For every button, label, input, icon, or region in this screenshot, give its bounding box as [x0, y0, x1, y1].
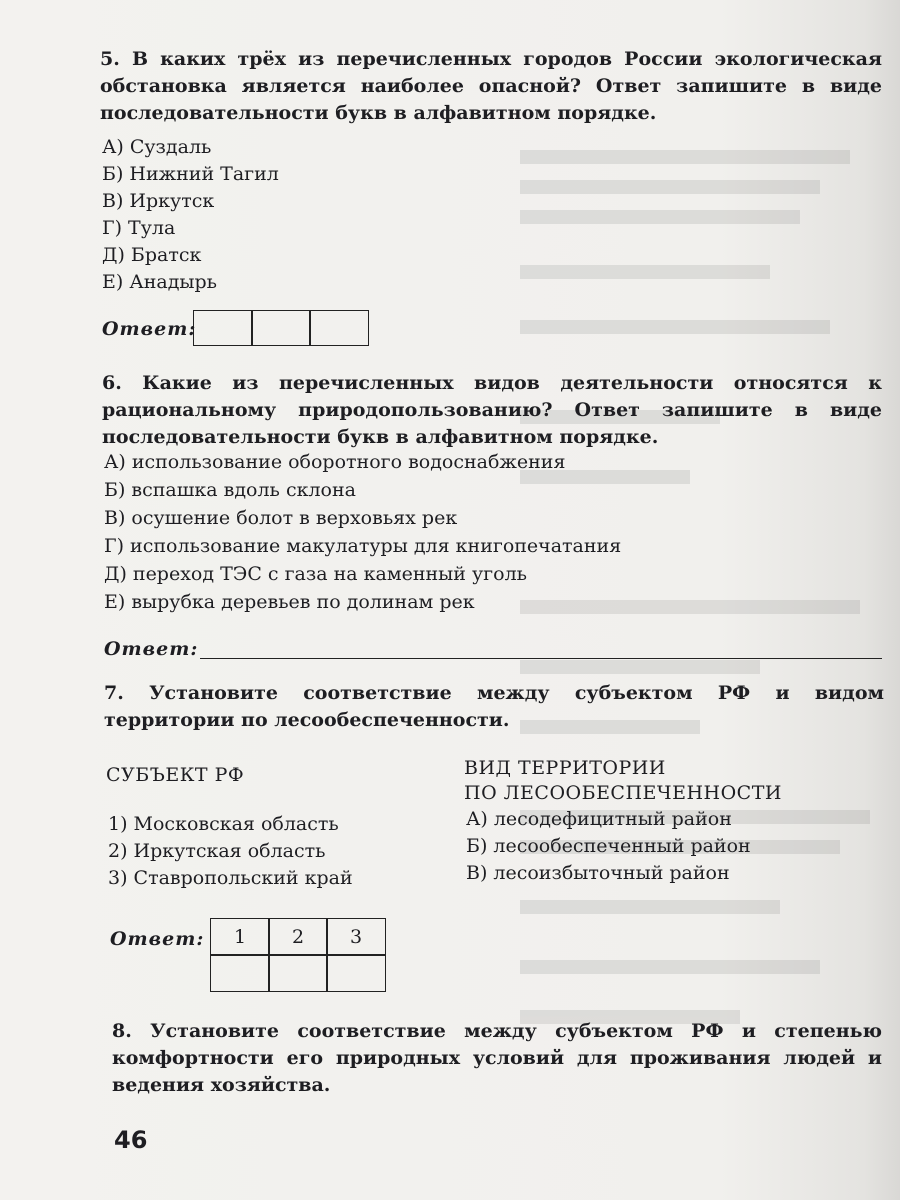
question-7-text: 7. Установите соответствие между субъектом РФ и видом территории по лесообеспеченности. — [104, 682, 884, 731]
q7-answer-cell-1[interactable] — [210, 954, 270, 992]
q7-table-header-2: 2 — [268, 918, 328, 956]
q6-option-b: Б) вспашка вдоль склона — [104, 479, 356, 501]
q5-option-e: Д) Братск — [102, 244, 202, 266]
q5-option-b: Б) Нижний Тагил — [102, 163, 279, 185]
q7-right-item-b: Б) лесообеспеченный район — [466, 835, 751, 857]
q7-left-item-2: 2) Иркутская область — [108, 840, 326, 862]
q7-answer-cell-2[interactable] — [268, 954, 328, 992]
q7-answer-cell-3[interactable] — [326, 954, 386, 992]
q6-option-e: Д) переход ТЭС с газа на каменный уголь — [104, 563, 527, 585]
q7-right-header-line1: ВИД ТЕРРИТОРИИ — [464, 757, 666, 779]
q5-option-a: А) Суздаль — [102, 136, 212, 158]
q5-option-d: Г) Тула — [102, 217, 176, 239]
q7-answer-label: Ответ: — [110, 928, 205, 950]
question-8-text: 8. Установите соответствие между субъектом РФ и степенью комфортности его природных условий для проживания людей и ведения хозяйства. — [112, 1020, 882, 1096]
q5-option-c: В) Иркутск — [102, 190, 215, 212]
q6-option-c: В) осушение болот в верховьях рек — [104, 507, 458, 529]
q5-answer-label: Ответ: — [102, 318, 197, 340]
q7-left-header: СУБЪЕКТ РФ — [106, 764, 245, 786]
q7-left-item-3: 3) Ставропольский край — [108, 867, 353, 889]
q5-answer-cell-3[interactable] — [309, 310, 369, 346]
q6-option-d: Г) использование макулатуры для книгопечатания — [104, 535, 622, 557]
q6-option-a: А) использование оборотного водоснабжения — [104, 451, 566, 473]
q6-answer-line[interactable] — [200, 640, 882, 659]
question-5-text: 5. В каких трёх из перечисленных городов России экологическая обстановка является наиболее опасной? Ответ запишите в виде последовательности букв в алфавитном порядке. — [100, 48, 882, 124]
q7-left-item-1: 1) Московская область — [108, 813, 339, 835]
q5-answer-cell-1[interactable] — [193, 310, 253, 346]
q7-table-header-1: 1 — [210, 918, 270, 956]
q7-right-header-line2: ПО ЛЕСООБЕСПЕЧЕННОСТИ — [464, 782, 782, 804]
q6-answer-label: Ответ: — [104, 638, 199, 660]
page-number: 46 — [114, 1126, 148, 1154]
q5-option-f: Е) Анадырь — [102, 271, 218, 293]
question-6-text: 6. Какие из перечисленных видов деятельности относятся к рациональному природопользованию? Ответ запишите в виде последовательности букв в алфавитном порядке. — [102, 372, 882, 448]
q7-right-item-c: В) лесоизбыточный район — [466, 862, 730, 884]
q7-table-header-3: 3 — [326, 918, 386, 956]
q5-answer-cell-2[interactable] — [251, 310, 311, 346]
q7-right-item-a: А) лесодефицитный район — [466, 808, 732, 830]
show-through-text — [520, 60, 890, 1110]
q6-option-f: Е) вырубка деревьев по долинам рек — [104, 591, 475, 613]
